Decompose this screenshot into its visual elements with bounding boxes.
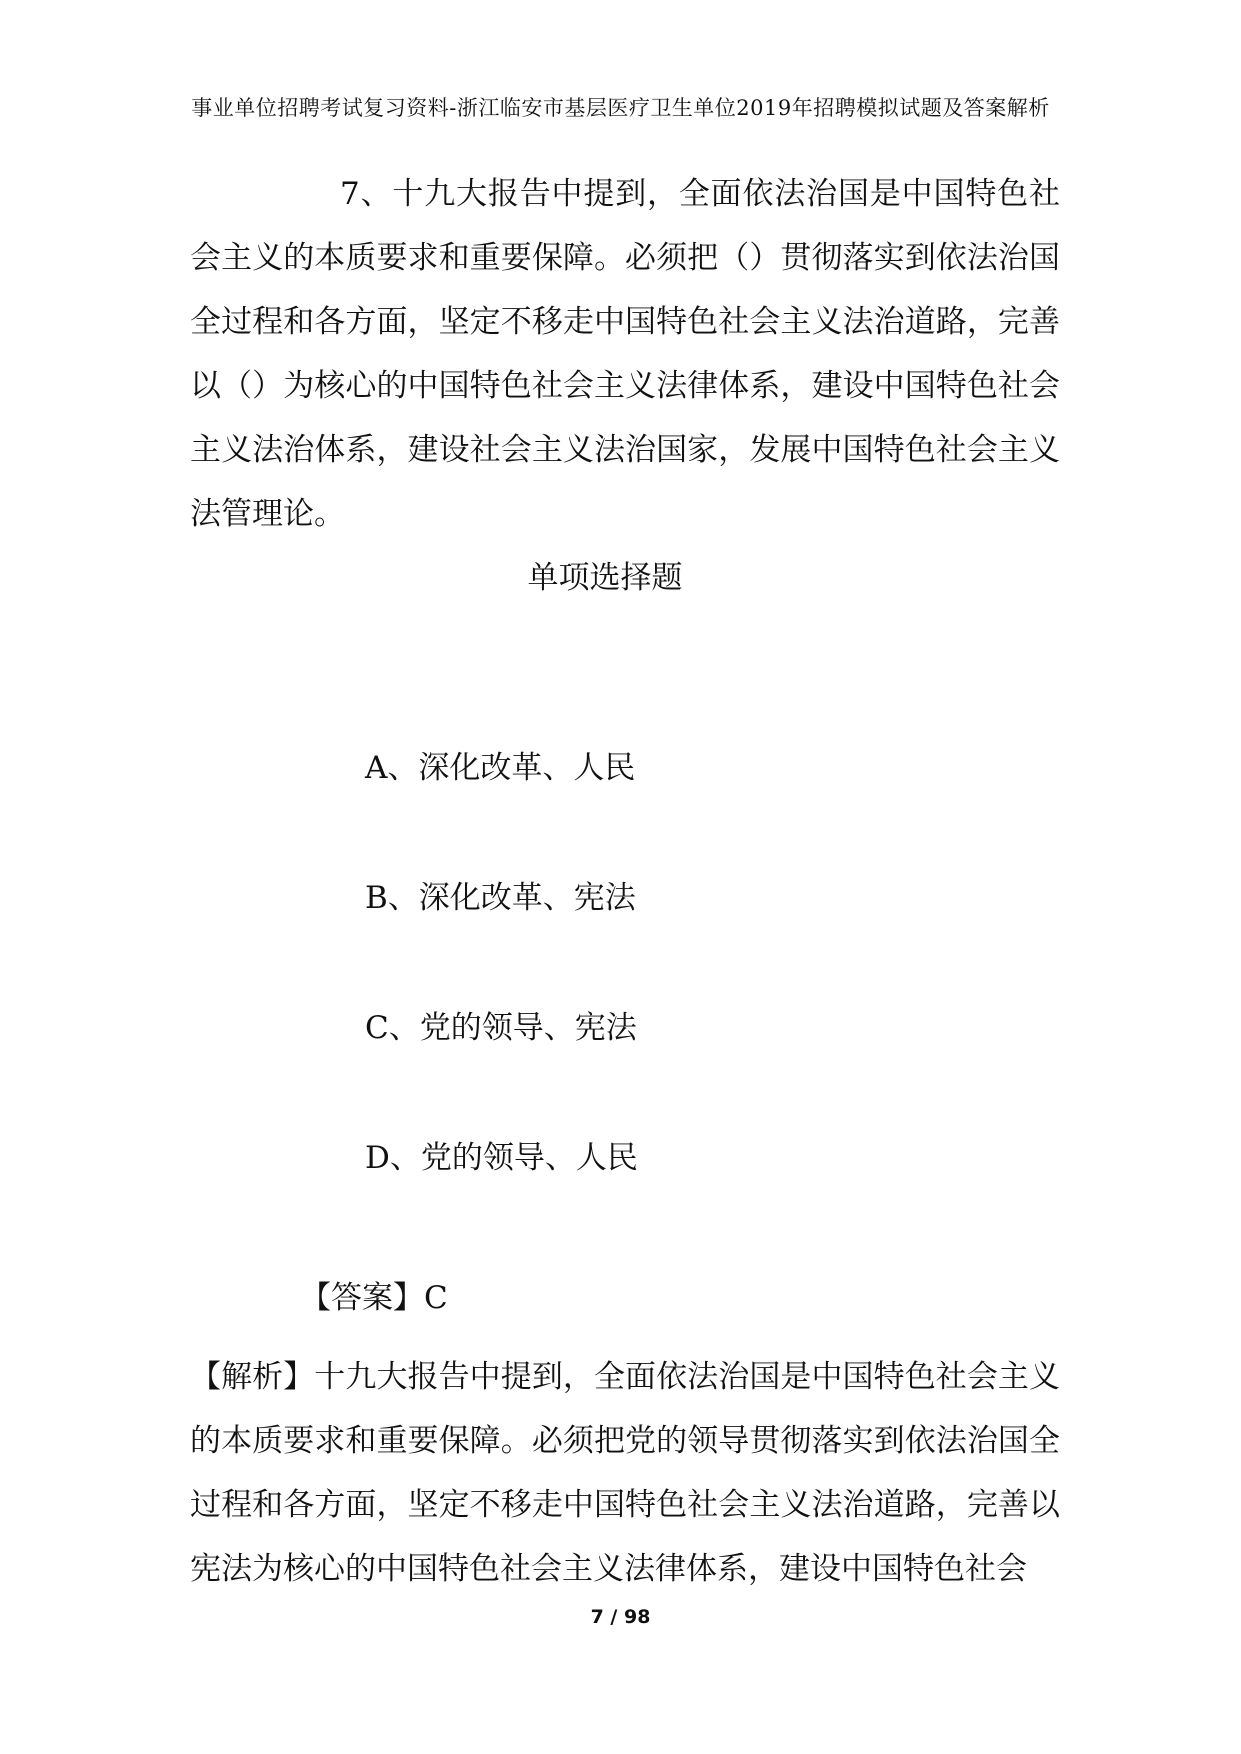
option-c: C、党的领导、宪法 — [365, 1010, 637, 1046]
option-a: A、深化改革、人民 — [365, 750, 636, 786]
question-type-label: 单项选择题 — [527, 560, 683, 596]
analysis-block — [190, 1345, 1060, 1601]
option-d: D、党的领导、人民 — [365, 1140, 638, 1176]
document-header: 事业单位招聘考试复习资料-浙江临安市基层医疗卫生单位2019年招聘模拟试题及答案解析 — [191, 96, 1050, 120]
question-block — [190, 162, 1060, 610]
option-b: B、深化改革、宪法 — [365, 880, 636, 916]
question-text: 7、十九大报告中提到，全面依法治国是中国特色社会主义的本质要求和重要保障。必须把（）贯彻落实到依法治国全过程和各方面，坚定不移走中国特色社会主义法治道路，完善以（）为核心的中国特色社会主义法律体系，建设中国特色社会主义法治体系，建设社会主义法治国家，发展中国特色社会主义法管理论。 — [190, 176, 1060, 532]
answer-line: 【答案】C — [300, 1280, 448, 1316]
option-list — [365, 748, 638, 1268]
page-number: 7 / 98 — [590, 1606, 651, 1628]
analysis-text: 【解析】十九大报告中提到，全面依法治国是中国特色社会主义的本质要求和重要保障。必须把党的领导贯彻落实到依法治国全过程和各方面，坚定不移走中国特色社会主义法治道路，完善以宪法为核心的中国特色社会主义法律体系，建设中国特色社会 — [190, 1359, 1060, 1587]
